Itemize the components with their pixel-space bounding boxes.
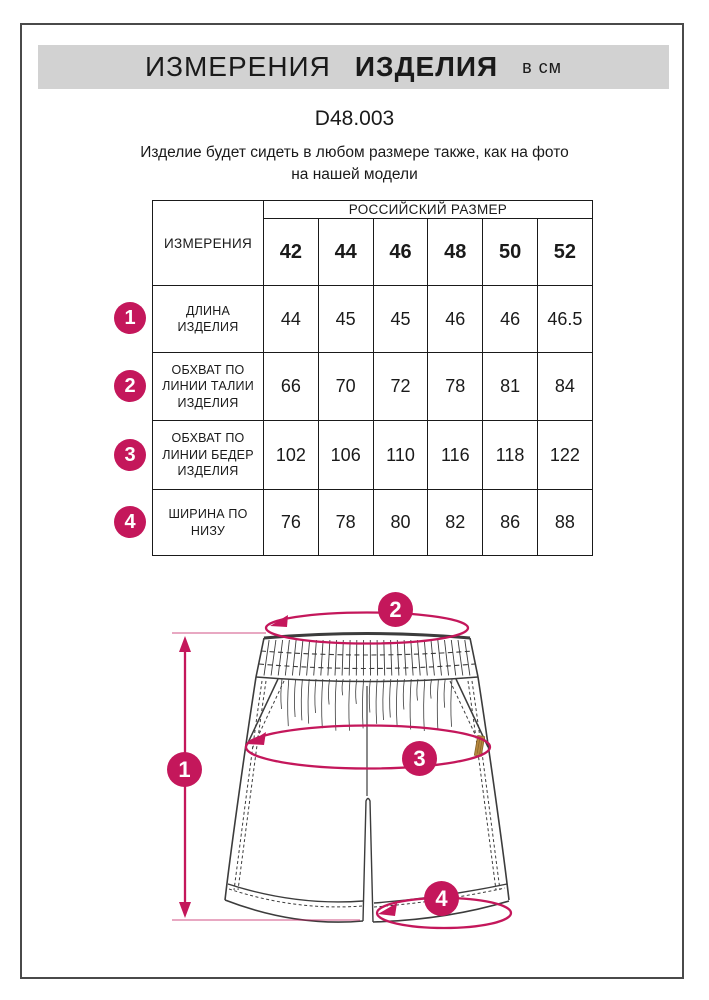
waist-measure-ellipse bbox=[266, 613, 468, 644]
shorts-outline bbox=[225, 634, 509, 923]
row-label-hips: ОБХВАТ ПО ЛИНИИ БЕДЕР ИЗДЕЛИЯ bbox=[153, 421, 264, 490]
row-label-waist: ОБХВАТ ПО ЛИНИИ ТАЛИИ ИЗДЕЛИЯ bbox=[153, 353, 264, 421]
row-number-badge-4: 4 bbox=[114, 506, 146, 538]
size-col-48: 48 bbox=[428, 219, 483, 286]
product-code: D48.003 bbox=[314, 107, 395, 130]
cell-value: 84 bbox=[537, 353, 592, 421]
cell-value: 70 bbox=[318, 353, 373, 421]
row-label-hem-width: ШИРИНА ПО НИЗУ bbox=[153, 490, 264, 556]
cell-value: 86 bbox=[483, 490, 538, 556]
cell-value: 88 bbox=[537, 490, 592, 556]
size-col-42: 42 bbox=[264, 219, 319, 286]
cell-value: 46.5 bbox=[537, 286, 592, 353]
diagram-marker-3: 3 bbox=[402, 741, 437, 776]
cell-value: 76 bbox=[264, 490, 319, 556]
cell-value: 78 bbox=[428, 353, 483, 421]
size-col-52: 52 bbox=[537, 219, 592, 286]
cell-value: 66 bbox=[264, 353, 319, 421]
cell-value: 46 bbox=[483, 286, 538, 353]
fit-note-line-2: на нашей модели bbox=[291, 166, 418, 183]
cell-value: 122 bbox=[537, 421, 592, 490]
row-number-badge-3: 3 bbox=[114, 439, 146, 471]
cell-value: 45 bbox=[373, 286, 428, 353]
row-number-badge-1: 1 bbox=[114, 302, 146, 334]
size-col-44: 44 bbox=[318, 219, 373, 286]
size-col-46: 46 bbox=[373, 219, 428, 286]
cell-value: 80 bbox=[373, 490, 428, 556]
arrowhead-up bbox=[179, 636, 191, 652]
cell-value: 81 bbox=[483, 353, 538, 421]
title-measurements: ИЗМЕРЕНИЯ bbox=[144, 51, 331, 82]
fit-note-line-1: Изделие будет сидеть в любом размере также, как на фото bbox=[140, 144, 569, 161]
cell-value: 102 bbox=[264, 421, 319, 490]
cell-value: 118 bbox=[483, 421, 538, 490]
size-col-50: 50 bbox=[483, 219, 538, 286]
cell-value: 44 bbox=[264, 286, 319, 353]
arrowhead-down bbox=[179, 902, 191, 918]
row-number-badge-2: 2 bbox=[114, 370, 146, 402]
russian-size-header: РОССИЙСКИЙ РАЗМЕР bbox=[264, 201, 593, 219]
cell-value: 106 bbox=[318, 421, 373, 490]
cell-value: 78 bbox=[318, 490, 373, 556]
arrowhead-waist bbox=[270, 615, 288, 627]
row-label-length: ДЛИНА ИЗДЕЛИЯ bbox=[153, 286, 264, 353]
cell-value: 82 bbox=[428, 490, 483, 556]
cell-value: 46 bbox=[428, 286, 483, 353]
measurement-annotations bbox=[172, 613, 511, 929]
cell-value: 72 bbox=[373, 353, 428, 421]
title-unit: в см bbox=[522, 56, 563, 77]
diagram-marker-1: 1 bbox=[167, 752, 202, 787]
hip-measure-ellipse bbox=[246, 726, 490, 769]
measurements-column-header: ИЗМЕРЕНИЯ bbox=[153, 201, 264, 286]
cell-value: 110 bbox=[373, 421, 428, 490]
diagram-marker-2: 2 bbox=[378, 592, 413, 627]
cell-value: 116 bbox=[428, 421, 483, 490]
diagram-marker-4: 4 bbox=[424, 881, 459, 916]
cell-value: 45 bbox=[318, 286, 373, 353]
title-product-word: ИЗДЕЛИЯ bbox=[354, 51, 499, 82]
